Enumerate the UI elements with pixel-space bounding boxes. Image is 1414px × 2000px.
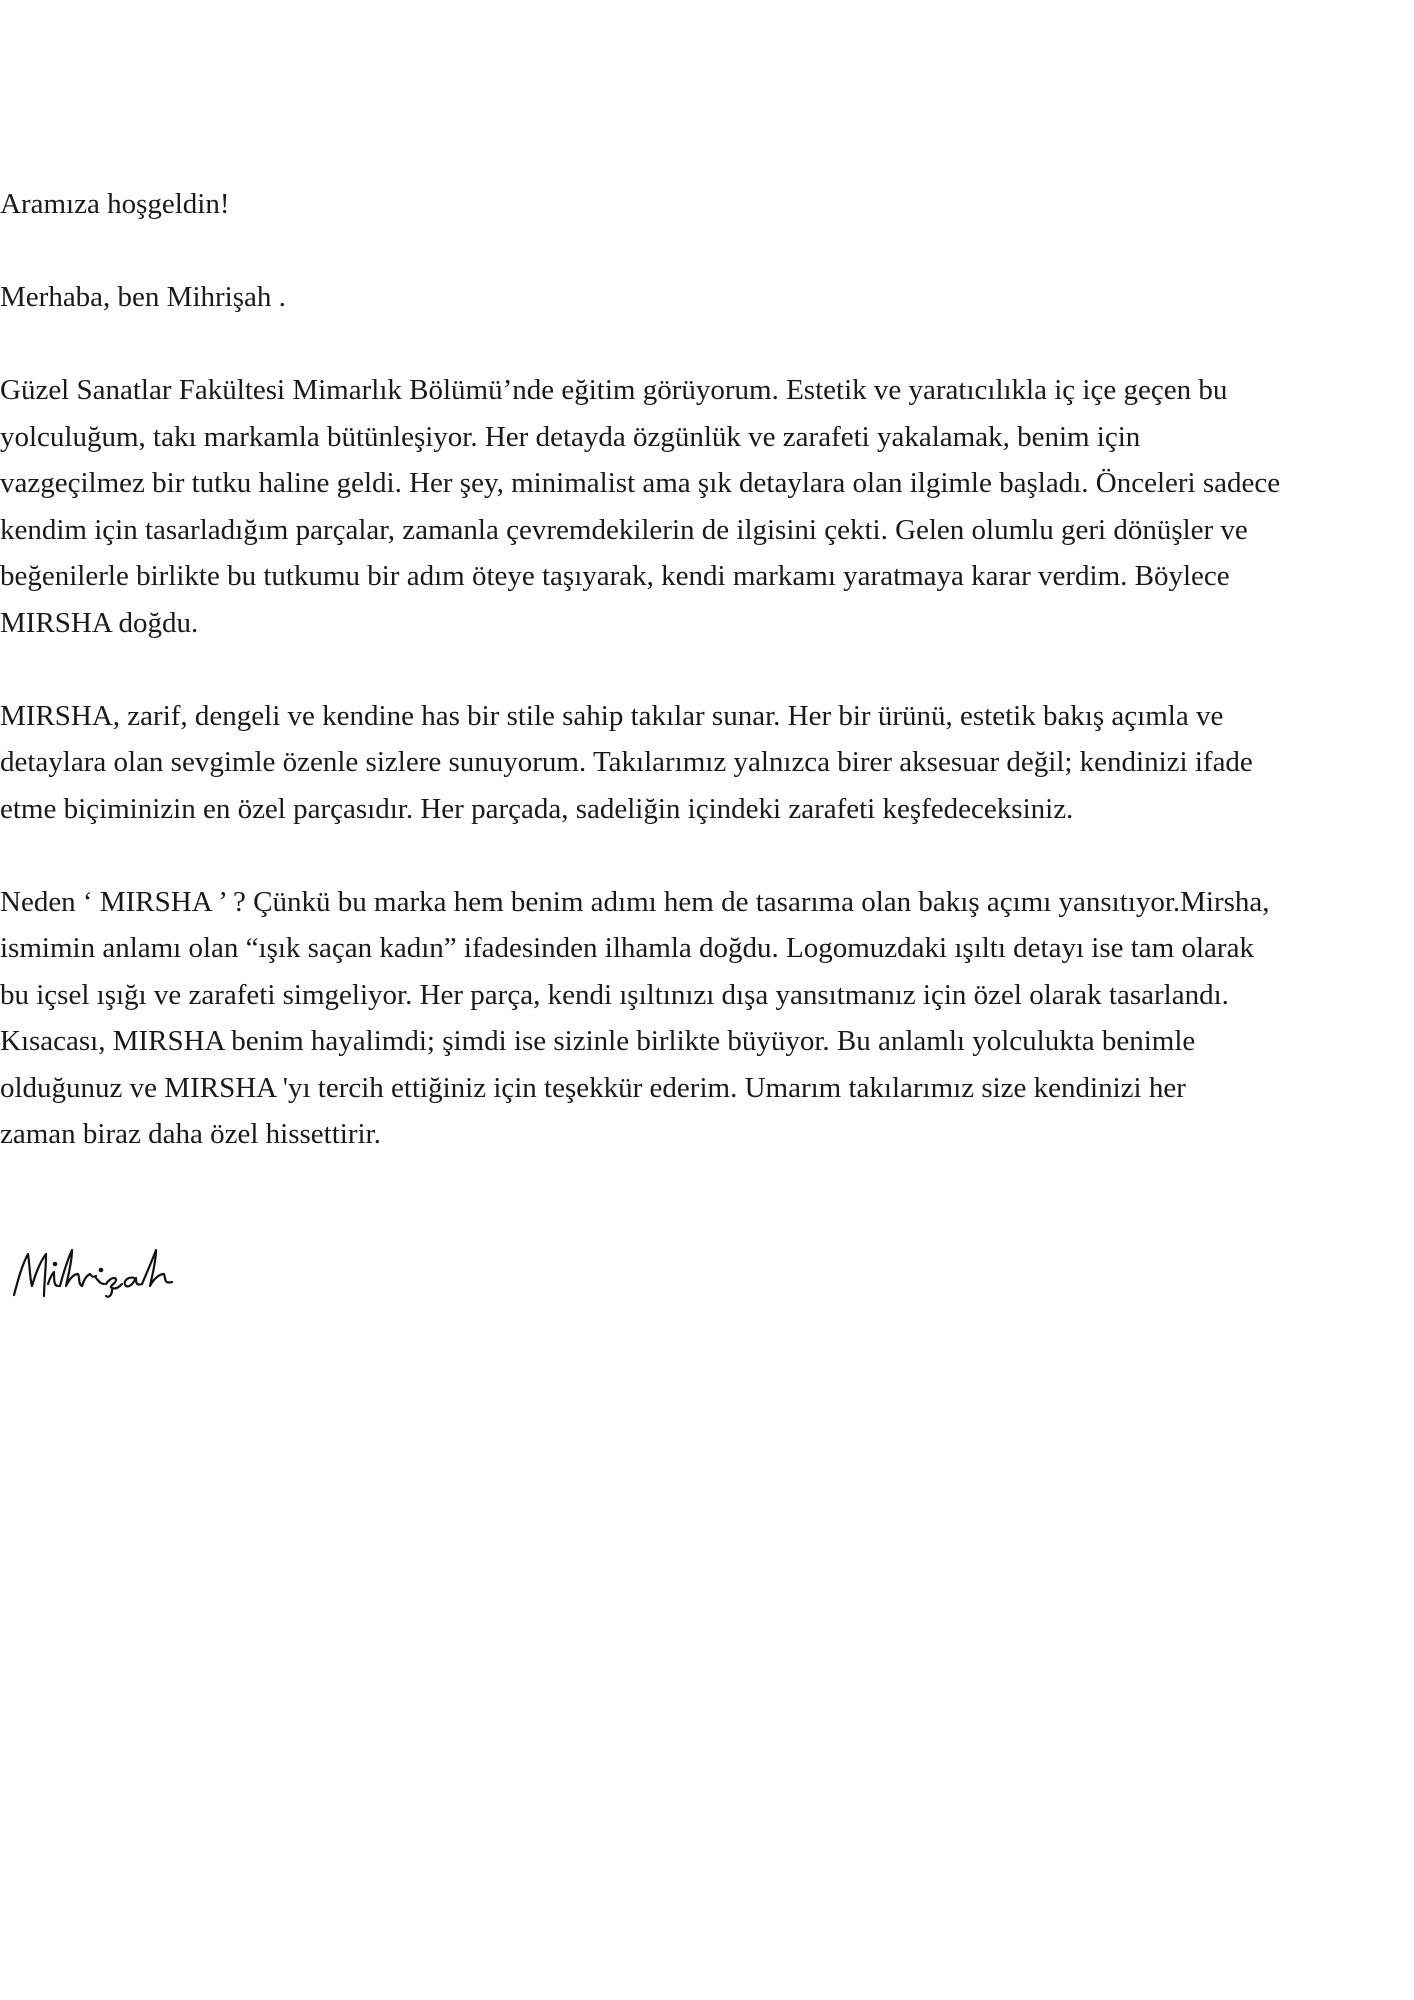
text-line: etme biçiminizin en özel parçasıdır. Her parçada, sadeliğin içindeki zarafeti keşfedeceksiniz.: [0, 792, 1074, 825]
paragraph-brand: [0, 693, 1414, 833]
text-line: olduğunuz ve MIRSHA 'yı tercih ettiğiniz için teşekkür ederim. Umarım takılarımız size kendinizi her: [0, 1071, 1186, 1104]
greeting-line: Aramıza hoşgeldin!: [0, 188, 230, 220]
handwritten-signature: [8, 1240, 228, 1320]
text-line: Güzel Sanatlar Fakültesi Mimarlık Bölümü’nde eğitim görüyorum. Estetik ve yaratıcılıkla iç içe geçen bu: [0, 374, 1228, 406]
paragraph-education: [0, 367, 1414, 646]
signature-graphic: [8, 1240, 228, 1320]
text-line: detaylara olan sevgimle özenle sizlere sunuyorum. Takılarımız yalnızca birer aksesuar değil; kendinizi ifade: [0, 746, 1253, 778]
paragraph-spacer: [0, 321, 1414, 368]
paragraph-spacer: [0, 832, 1414, 879]
text-line: MIRSHA, zarif, dengeli ve kendine has bir stile sahip takılar sunar. Her bir ürünü, estetik bakış açımla ve: [0, 699, 1224, 732]
paragraph-spacer: [0, 646, 1414, 693]
text-line: yolculuğum, takı markamla bütünleşiyor. Her detayda özgünlük ve zarafeti yakalamak, benim için: [0, 420, 1141, 453]
text-line: vazgeçilmez bir tutku haline geldi. Her şey, minimalist ama şık detaylara olan ilgimle başladı. Önceleri sadece: [0, 467, 1281, 499]
paragraph-name-meaning: [0, 879, 1414, 1158]
intro-line: Merhaba, ben Mihrişah .: [0, 281, 286, 313]
text-line: ismimin anlamı olan “ışık saçan kadın” ifadesinden ilhamla doğdu. Logomuzdaki ışıltı detayı ise tam olarak: [0, 932, 1254, 964]
paragraph-spacer: [0, 228, 1414, 275]
text-line: beğenilerle birlikte bu tutkumu bir adım öteye taşıyarak, kendi markamı yaratmaya karar verdim. Böylece: [0, 560, 1230, 592]
text-line: Neden ‘ MIRSHA ’ ? Çünkü bu marka hem benim adımı hem de tasarıma olan bakış açımı yansıtıyor.Mirsha,: [0, 885, 1270, 918]
text-line: bu içsel ışığı ve zarafeti simgeliyor. Her parça, kendi ışıltınızı dışa yansıtmanız için özel olarak tasarlandı.: [0, 978, 1229, 1011]
text-line: zaman biraz daha özel hissettirir.: [0, 1118, 381, 1150]
text-line: Kısacası, MIRSHA benim hayalimdi; şimdi ise sizinle birlikte büyüyor. Bu anlamlı yolculukta benimle: [0, 1025, 1196, 1057]
text-line: kendim için tasarladığım parçalar, zamanla çevremdekilerin de ilgisini çekti. Gelen olumlu geri dönüşler ve: [0, 513, 1248, 546]
text-line: MIRSHA doğdu.: [0, 606, 199, 639]
letter-body: [0, 181, 1414, 1158]
